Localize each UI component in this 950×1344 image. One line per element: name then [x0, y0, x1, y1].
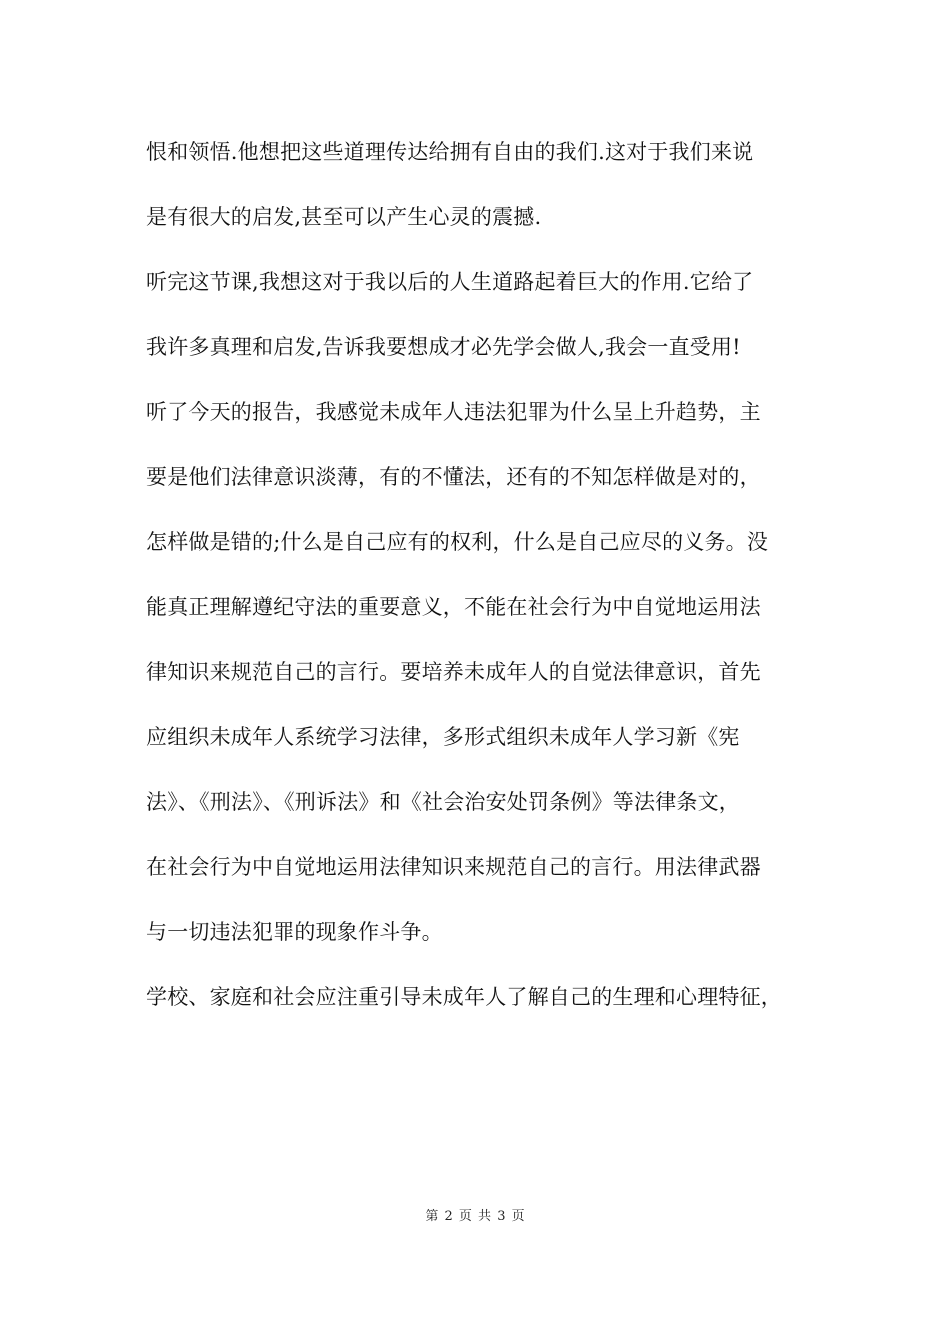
text-line: 是有很大的启发,甚至可以产生心灵的震撼. [146, 205, 542, 229]
text-line: 与一切违法犯罪的现象作斗争。 [146, 920, 443, 944]
text-line: 能真正理解遵纪守法的重要意义，不能在社会行为中自觉地运用法 [146, 595, 761, 619]
text-line: 我许多真理和启发,告诉我要想成才必先学会做人,我会一直受用! [146, 335, 741, 359]
text-line: 律知识来规范自己的言行。要培养未成年人的自觉法律意识，首先 [146, 660, 761, 684]
page-number-footer: 第 2 页 共 3 页 [425, 1209, 525, 1224]
text-line: 要是他们法律意识淡薄，有的不懂法，还有的不知怎样做是对的， [146, 465, 761, 489]
text-line: 学校、家庭和社会应注重引导未成年人了解自己的生理和心理特征， [146, 985, 782, 1009]
text-line: 听了今天的报告，我感觉未成年人违法犯罪为什么呈上升趋势，主 [146, 400, 761, 424]
text-line: 应组织未成年人系统学习法律，多形式组织未成年人学习新《宪 [146, 725, 740, 749]
text-line: 法》、《刑法》、《刑诉法》和《社会治安处罚条例》等法律条文， [146, 790, 740, 814]
text-line: 怎样做是错的;什么是自己应有的权利，什么是自己应尽的义务。没 [146, 530, 769, 554]
text-line: 在社会行为中自觉地运用法律知识来规范自己的言行。用法律武器 [146, 855, 761, 879]
text-line: 听完这节课,我想这对于我以后的人生道路起着巨大的作用.它给了 [146, 270, 754, 294]
body-text [146, 125, 846, 1035]
text-line: 恨和领悟.他想把这些道理传达给拥有自由的我们.这对于我们来说 [146, 140, 754, 164]
